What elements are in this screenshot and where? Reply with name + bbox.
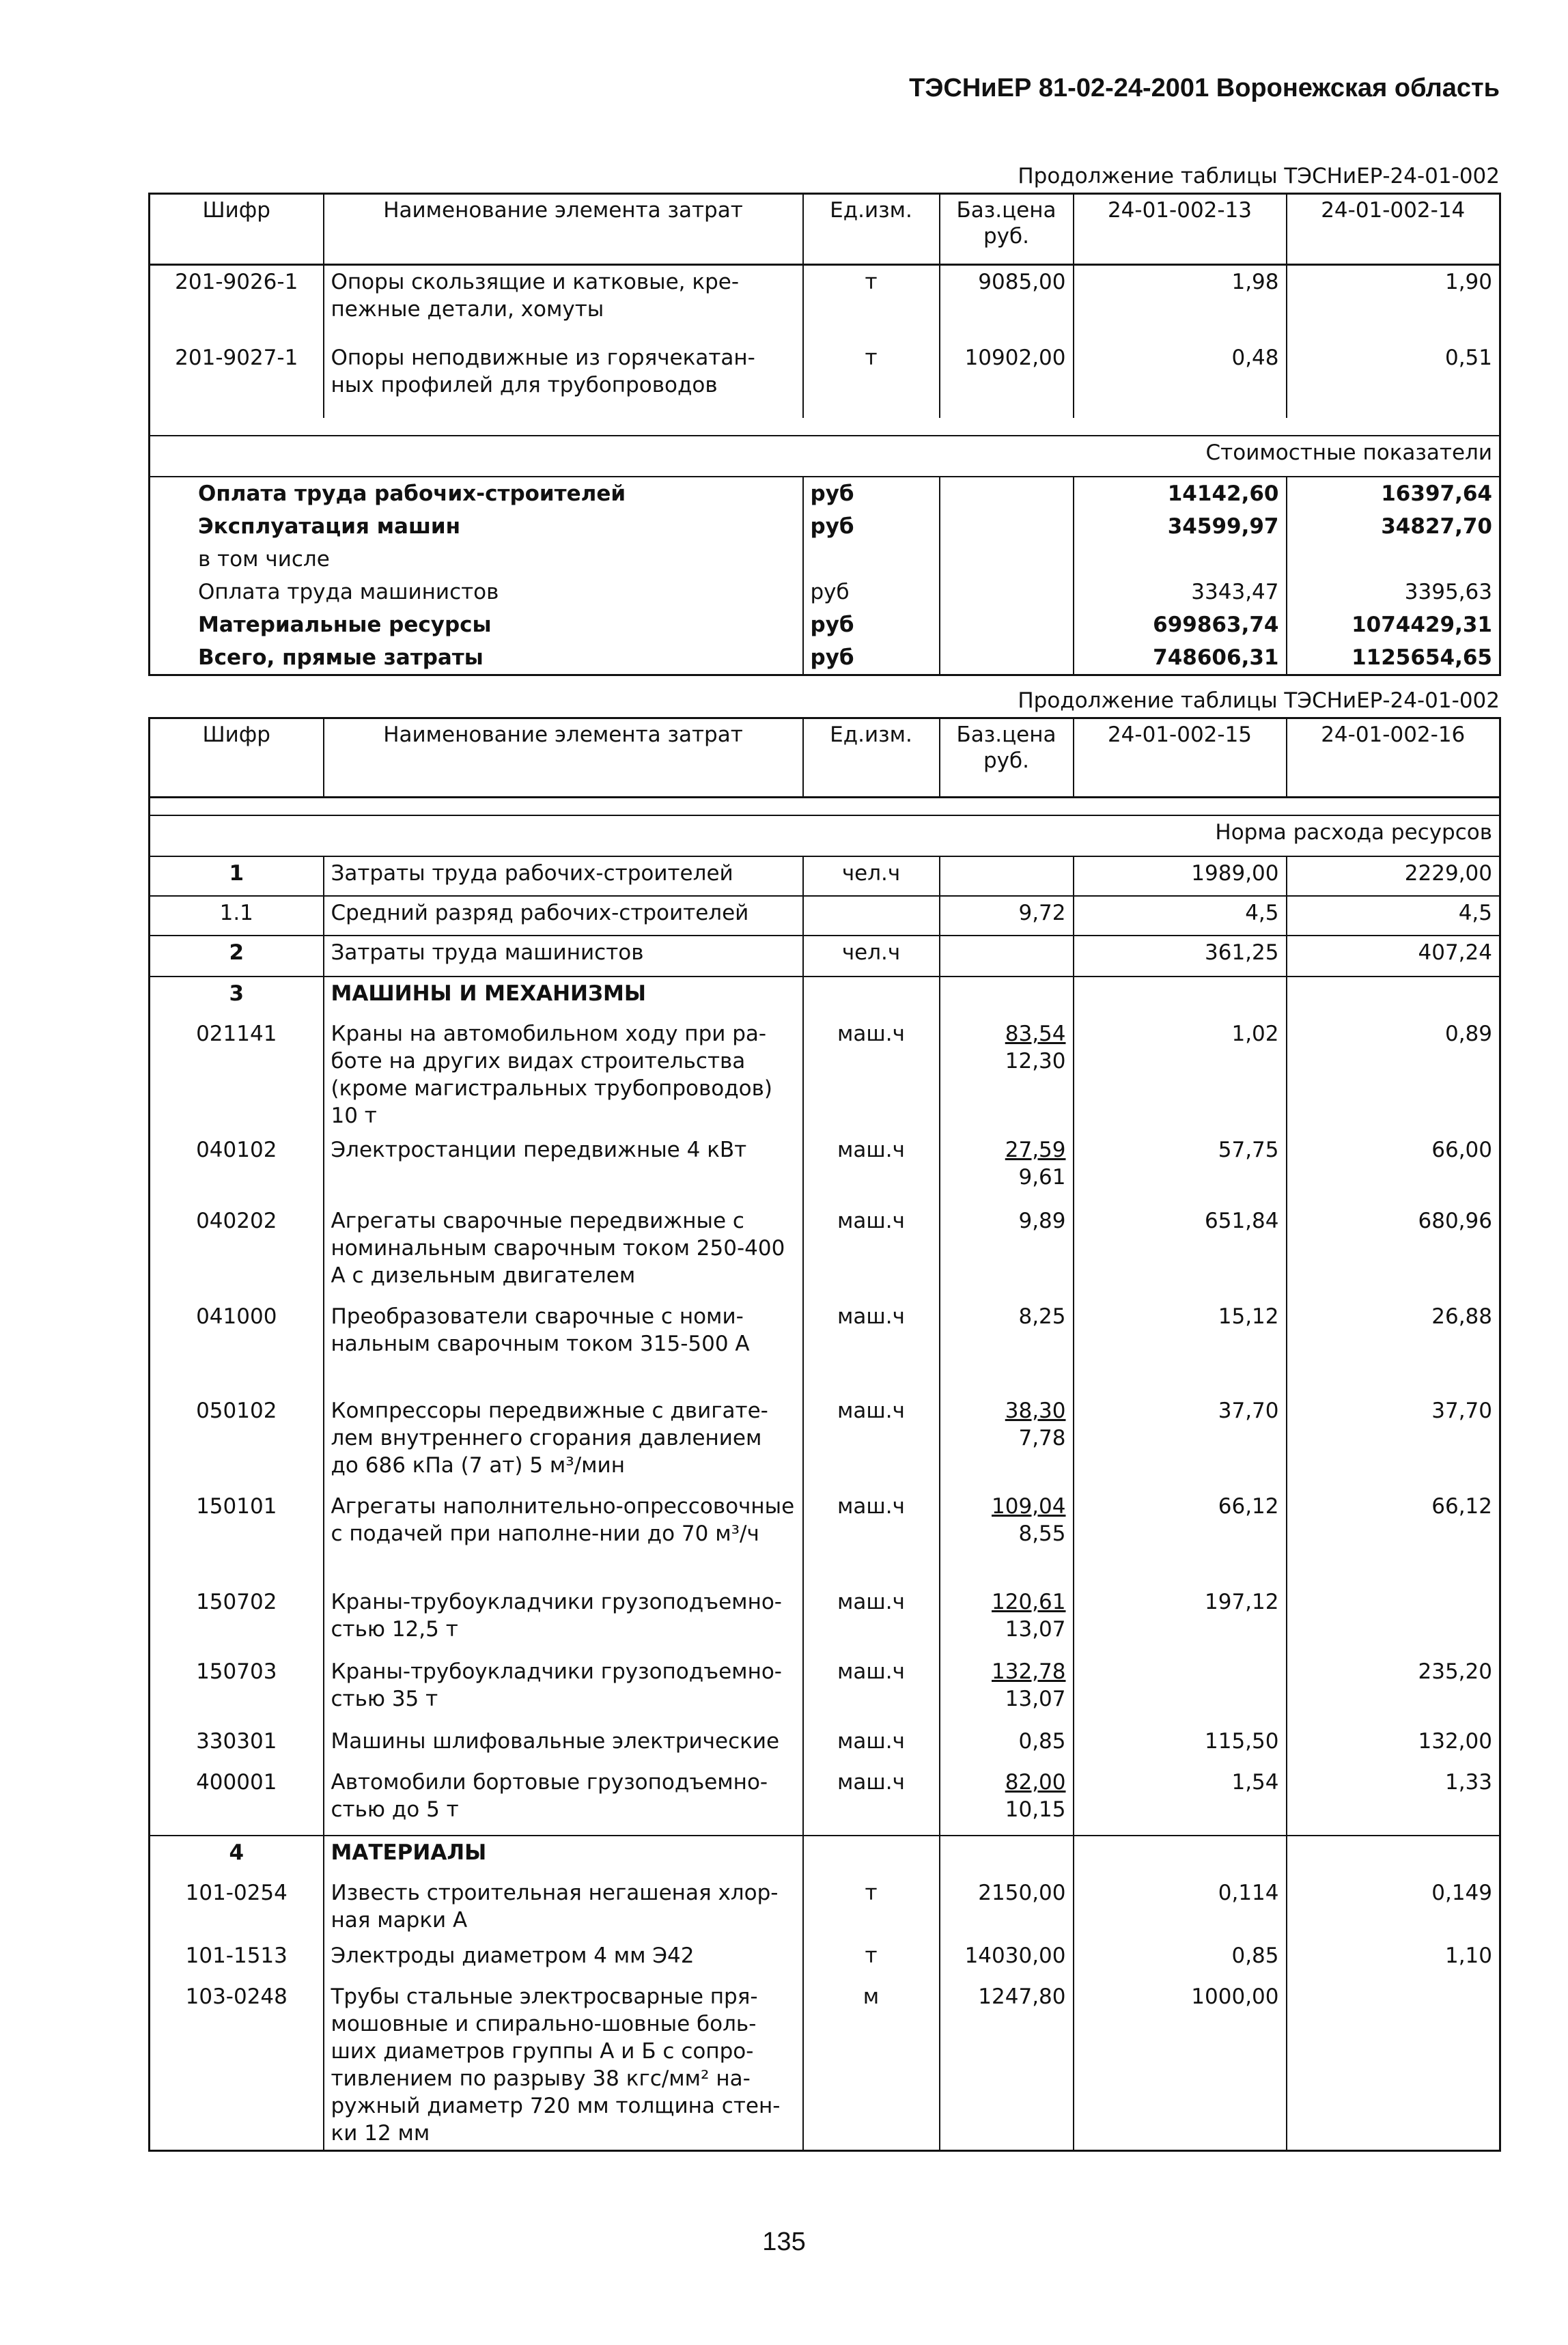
row-value-2	[1287, 977, 1500, 1017]
row-code: 040102	[196, 1137, 277, 1162]
row-code: 201-9026-1	[175, 270, 298, 294]
row-price-operator: 10,15	[1005, 1797, 1066, 1822]
summary-value-2	[1287, 543, 1500, 576]
row-code: 041000	[196, 1304, 277, 1329]
summary-row	[150, 608, 1500, 641]
section-label-norm: Норма расхода ресурсов	[150, 815, 1500, 856]
row-price-operator: 13,07	[1005, 1616, 1066, 1642]
page-number: 135	[762, 2228, 806, 2256]
table1-caption: Продолжение таблицы ТЭСНиЕР-24-01-002	[1018, 164, 1500, 188]
row-price-operator: 12,30	[1005, 1048, 1066, 1073]
table1-body	[150, 265, 1500, 418]
table2-separator	[150, 798, 1500, 815]
row-price	[940, 1586, 1074, 1655]
header-col-15: 24-01-002-15	[1074, 718, 1287, 798]
row-price	[940, 1017, 1074, 1134]
separator-cell	[150, 798, 1500, 815]
header-code: Шифр	[150, 194, 324, 265]
row-value-1: 4,5	[1074, 896, 1287, 936]
row-price-base: 9,72	[1018, 900, 1066, 925]
row-price: 9085,00	[940, 265, 1074, 341]
summary-label: Оплата труда рабочих-строителей	[198, 481, 626, 506]
row-price	[940, 1655, 1074, 1725]
row-value-2: 66,12	[1287, 1490, 1500, 1586]
row-unit: маш.ч	[803, 1490, 940, 1586]
row-value-2: 66,00	[1287, 1134, 1500, 1205]
summary-empty	[940, 608, 1074, 641]
row-unit: чел.ч	[803, 936, 940, 977]
row-name: Краны-трубоукладчики грузоподъемно-стью 35 т	[324, 1655, 803, 1725]
summary-value-2: 1074429,31	[1287, 608, 1500, 641]
row-unit: маш.ч	[803, 1586, 940, 1655]
row-value-2: 0,51	[1287, 341, 1500, 418]
row-value-1: 197,12	[1074, 1586, 1287, 1655]
row-code: 330301	[196, 1728, 277, 1754]
row-unit: т	[803, 1877, 940, 1939]
table1-header-row	[150, 194, 1500, 265]
row-price-base: 82,00	[1005, 1769, 1066, 1795]
row-name: Краны на автомобильном ходу при ра-боте на других видах строительства (кроме магистральных трубопроводов) 10 т	[324, 1017, 803, 1134]
row-name: Опоры неподвижные из горячекатан-ных профилей для трубопроводов	[324, 341, 803, 418]
table2-caption: Продолжение таблицы ТЭСНиЕР-24-01-002	[1018, 688, 1500, 713]
summary-empty	[940, 543, 1074, 576]
summary-row	[150, 543, 1500, 576]
row-value-1: 361,25	[1074, 936, 1287, 977]
summary-value-1: 14142,60	[1074, 477, 1287, 510]
row-price	[940, 1490, 1074, 1586]
row-price	[940, 1725, 1074, 1766]
row-value-2: 1,33	[1287, 1766, 1500, 1836]
row-name: Агрегаты наполнительно-опрессовочные с подачей при наполне-нии до 70 м³/ч	[324, 1490, 803, 1586]
row-value-1	[1074, 1836, 1287, 1877]
summary-empty	[940, 510, 1074, 543]
section-label-cost: Стоимостные показатели	[150, 436, 1500, 477]
row-name: Электростанции передвижные 4 кВт	[324, 1134, 803, 1205]
row-value-1: 115,50	[1074, 1725, 1287, 1766]
table-row	[150, 1300, 1500, 1394]
row-unit: маш.ч	[803, 1394, 940, 1490]
row-price-base: 14030,00	[964, 1943, 1066, 1968]
row-code: 201-9027-1	[175, 345, 298, 370]
table-row	[150, 1939, 1500, 1980]
table-row	[150, 265, 1500, 341]
header-name: Наименование элемента затрат	[324, 194, 803, 265]
table-row	[150, 1394, 1500, 1490]
row-code: 400001	[150, 1766, 324, 1836]
row-unit	[803, 896, 940, 936]
row-value-2: 4,5	[1287, 896, 1500, 936]
summary-row	[150, 576, 1500, 608]
header-code: Шифр	[150, 718, 324, 798]
row-code: 150101	[196, 1493, 277, 1519]
row-value-2: 1,90	[1287, 265, 1500, 341]
row-unit: чел.ч	[803, 856, 940, 896]
row-price	[940, 1836, 1074, 1877]
row-value-1: 1,54	[1074, 1766, 1287, 1836]
row-code: 150703	[196, 1659, 277, 1684]
row-name: Средний разряд рабочих-строителей	[324, 896, 803, 936]
row-unit: маш.ч	[803, 1205, 940, 1300]
row-price	[940, 856, 1074, 896]
summary-value-1	[1074, 543, 1287, 576]
table-row	[150, 896, 1500, 936]
table2-body	[150, 856, 1500, 2151]
row-price-base: 0,85	[1018, 1728, 1066, 1754]
table-row	[150, 1205, 1500, 1300]
row-price-operator: 7,78	[1018, 1425, 1066, 1450]
row-price-base: 27,59	[1005, 1137, 1066, 1162]
row-price-base: 132,78	[992, 1659, 1066, 1684]
row-price-base: 83,54	[1005, 1021, 1066, 1046]
row-value-1: 66,12	[1074, 1490, 1287, 1586]
row-value-1: 1,98	[1074, 265, 1287, 341]
row-code: 150702	[196, 1589, 277, 1614]
header-col-14: 24-01-002-14	[1287, 194, 1500, 265]
row-value-2: 235,20	[1287, 1655, 1500, 1725]
row-value-2: 0,89	[1287, 1017, 1500, 1134]
table-row	[150, 1766, 1500, 1836]
row-price	[940, 1766, 1074, 1836]
row-name: Краны-трубоукладчики грузоподъемно-стью 12,5 т	[324, 1586, 803, 1655]
row-value-1	[1074, 977, 1287, 1017]
row-name: Агрегаты сварочные передвижные с номинальным сварочным током 250-400 А с дизельным двигателем	[324, 1205, 803, 1300]
row-price	[940, 1939, 1074, 1980]
table1-section-row	[150, 436, 1500, 477]
row-name: Затраты труда машинистов	[324, 936, 803, 977]
summary-unit: руб	[803, 477, 940, 510]
summary-value-1: 3343,47	[1074, 576, 1287, 608]
header-unit: Ед.изм.	[803, 718, 940, 798]
table2-header-row	[150, 718, 1500, 798]
table-row	[150, 1877, 1500, 1939]
row-name: Автомобили бортовые грузоподъемно-стью до 5 т	[324, 1766, 803, 1836]
row-unit: маш.ч	[803, 1300, 940, 1394]
summary-unit: руб	[803, 510, 940, 543]
page-header: ТЭСНиЕР 81-02-24-2001 Воронежская область	[909, 74, 1500, 102]
row-price-base: 120,61	[992, 1589, 1066, 1614]
row-value-2: 680,96	[1287, 1205, 1500, 1300]
row-value-2	[1287, 1836, 1500, 1877]
row-name: Электроды диаметром 4 мм Э42	[324, 1939, 803, 1980]
row-code: 050102	[196, 1398, 277, 1423]
row-price-base: 109,04	[992, 1493, 1066, 1519]
row-code: 2	[150, 936, 324, 977]
summary-value-2: 3395,63	[1287, 576, 1500, 608]
row-unit: т	[803, 341, 940, 418]
summary-label: в том числе	[198, 546, 330, 572]
row-name: Трубы стальные электросварные пря-мошовные и спирально-шовные боль-ших диаметров группы А и Б с сопро-тивлением по разрыву 38 кгс/мм² на-ружный диаметр 720 мм толщина стен-ки 12 мм	[324, 1980, 803, 2151]
row-name: Затраты труда рабочих-строителей	[324, 856, 803, 896]
row-code: 103-0248	[185, 1984, 288, 2009]
summary-unit: руб	[803, 576, 940, 608]
table-row	[150, 1725, 1500, 1766]
row-value-1: 1,02	[1074, 1017, 1287, 1134]
row-value-2	[1287, 1980, 1500, 2151]
row-price: 10902,00	[940, 341, 1074, 418]
table-row	[150, 856, 1500, 896]
row-value-2: 0,149	[1287, 1877, 1500, 1939]
row-value-2: 132,00	[1287, 1725, 1500, 1766]
table-row	[150, 1836, 1500, 1877]
row-value-1: 37,70	[1074, 1394, 1287, 1490]
table-row	[150, 1490, 1500, 1586]
table2	[148, 717, 1501, 2152]
row-unit: маш.ч	[803, 1766, 940, 1836]
table-row	[150, 1134, 1500, 1205]
row-value-1: 57,75	[1074, 1134, 1287, 1205]
row-price-base: 1247,80	[978, 1984, 1066, 2009]
table1-summary	[150, 477, 1500, 675]
summary-label: Материальные ресурсы	[198, 612, 492, 637]
row-name: Компрессоры передвижные с двигате-лем внутреннего сгорания давлением до 686 кПа (7 ат) 5 м³/мин	[324, 1394, 803, 1490]
row-value-1	[1074, 1655, 1287, 1725]
summary-row	[150, 510, 1500, 543]
row-price-base: 9,89	[1018, 1208, 1066, 1233]
row-price	[940, 977, 1074, 1017]
summary-label: Эксплуатация машин	[198, 514, 461, 539]
row-name: МАТЕРИАЛЫ	[324, 1836, 803, 1877]
row-name: Опоры скользящие и катковые, кре-пежные детали, хомуты	[324, 265, 803, 341]
header-col-16: 24-01-002-16	[1287, 718, 1500, 798]
row-unit: т	[803, 265, 940, 341]
table-row	[150, 1017, 1500, 1134]
table2-section-row	[150, 815, 1500, 856]
summary-label: Оплата труда машинистов	[198, 579, 499, 604]
row-price	[940, 936, 1074, 977]
table-row	[150, 936, 1500, 977]
table1-separator	[150, 418, 1500, 436]
summary-unit: руб	[803, 608, 940, 641]
summary-value-1: 748606,31	[1074, 641, 1287, 675]
header-unit: Ед.изм.	[803, 194, 940, 265]
row-value-1: 1000,00	[1074, 1980, 1287, 2151]
summary-unit	[803, 543, 940, 576]
row-price	[940, 896, 1074, 936]
row-code: 040202	[196, 1208, 277, 1233]
table-row	[150, 341, 1500, 418]
row-code: 101-1513	[185, 1943, 288, 1968]
table-row	[150, 977, 1500, 1017]
row-value-1: 1989,00	[1074, 856, 1287, 896]
row-value-1: 0,48	[1074, 341, 1287, 418]
header-price: Баз.цена руб.	[940, 718, 1074, 798]
header-price: Баз.цена руб.	[940, 194, 1074, 265]
summary-value-2: 16397,64	[1287, 477, 1500, 510]
row-value-2: 407,24	[1287, 936, 1500, 977]
row-value-2: 1,10	[1287, 1939, 1500, 1980]
row-price-base: 8,25	[1018, 1304, 1066, 1329]
row-unit: м	[803, 1980, 940, 2151]
row-unit	[803, 1836, 940, 1877]
row-price	[940, 1394, 1074, 1490]
row-name: МАШИНЫ И МЕХАНИЗМЫ	[324, 977, 803, 1017]
summary-row	[150, 477, 1500, 510]
row-value-2: 2229,00	[1287, 856, 1500, 896]
row-unit: маш.ч	[803, 1134, 940, 1205]
row-value-2	[1287, 1586, 1500, 1655]
summary-value-1: 34599,97	[1074, 510, 1287, 543]
summary-empty	[940, 641, 1074, 675]
row-code: 4	[150, 1836, 324, 1877]
table-row	[150, 1586, 1500, 1655]
summary-value-2: 34827,70	[1287, 510, 1500, 543]
row-value-1: 0,114	[1074, 1877, 1287, 1939]
row-price-operator: 9,61	[1018, 1164, 1066, 1190]
summary-row	[150, 641, 1500, 675]
summary-label: Всего, прямые затраты	[198, 645, 484, 670]
header-name: Наименование элемента затрат	[324, 718, 803, 798]
row-value-2: 37,70	[1287, 1394, 1500, 1490]
row-price	[940, 1205, 1074, 1300]
summary-empty	[940, 477, 1074, 510]
row-unit: маш.ч	[803, 1017, 940, 1134]
row-value-1: 0,85	[1074, 1939, 1287, 1980]
row-price-operator: 8,55	[1018, 1521, 1066, 1546]
table1	[148, 193, 1501, 676]
table-row	[150, 1655, 1500, 1725]
row-code: 021141	[196, 1021, 277, 1046]
row-price	[940, 1300, 1074, 1394]
row-price-operator: 13,07	[1005, 1686, 1066, 1711]
row-value-1: 651,84	[1074, 1205, 1287, 1300]
row-value-2: 26,88	[1287, 1300, 1500, 1394]
row-name: Машины шлифовальные электрические	[324, 1725, 803, 1766]
row-code: 1	[150, 856, 324, 896]
row-price	[940, 1980, 1074, 2151]
row-name: Преобразователи сварочные с номи-нальным сварочным током 315-500 А	[324, 1300, 803, 1394]
row-price	[940, 1877, 1074, 1939]
row-price-base: 2150,00	[978, 1880, 1066, 1905]
row-code: 101-0254	[185, 1880, 288, 1905]
row-code: 1.1	[150, 896, 324, 936]
row-price	[940, 1134, 1074, 1205]
summary-unit: руб	[803, 641, 940, 675]
row-unit: маш.ч	[803, 1725, 940, 1766]
table-row	[150, 1980, 1500, 2151]
row-name: Известь строительная негашеная хлор-ная марки А	[324, 1877, 803, 1939]
summary-value-2: 1125654,65	[1287, 641, 1500, 675]
summary-empty	[940, 576, 1074, 608]
row-unit: маш.ч	[803, 1655, 940, 1725]
row-value-1: 15,12	[1074, 1300, 1287, 1394]
row-code: 3	[229, 981, 244, 1006]
row-unit	[803, 977, 940, 1017]
summary-value-1: 699863,74	[1074, 608, 1287, 641]
header-col-13: 24-01-002-13	[1074, 194, 1287, 265]
row-unit: т	[803, 1939, 940, 1980]
separator-cell	[150, 418, 1500, 436]
row-price-base: 38,30	[1005, 1398, 1066, 1423]
